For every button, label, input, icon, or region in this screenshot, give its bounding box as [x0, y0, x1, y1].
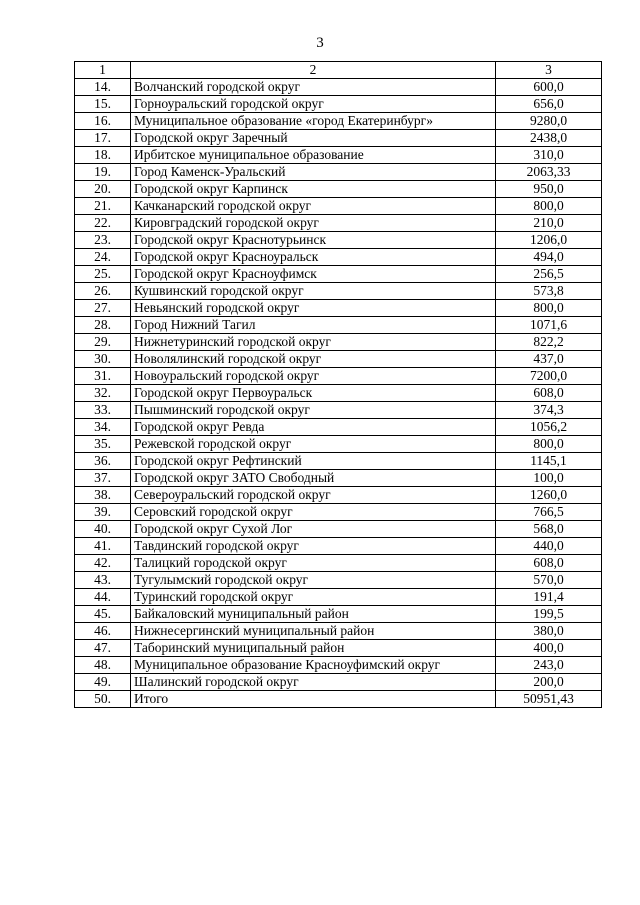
- table-row: [75, 351, 602, 368]
- municipality-name-cell: Городской округ Заречный: [131, 130, 496, 147]
- amount-cell: 437,0: [496, 351, 602, 368]
- header-col-3: 3: [496, 62, 602, 79]
- row-number-cell: 34.: [75, 419, 131, 436]
- table-row: [75, 640, 602, 657]
- header-col-2: 2: [131, 62, 496, 79]
- table-header-row: [75, 62, 602, 79]
- amount-cell: 800,0: [496, 300, 602, 317]
- table-row: [75, 487, 602, 504]
- municipality-name-cell: Пышминский городской округ: [131, 402, 496, 419]
- row-number-cell: 21.: [75, 198, 131, 215]
- amount-cell: 2438,0: [496, 130, 602, 147]
- amount-cell: 243,0: [496, 657, 602, 674]
- table-row: [75, 130, 602, 147]
- municipality-name-cell: Городской округ Ревда: [131, 419, 496, 436]
- municipality-name-cell: Городской округ ЗАТО Свободный: [131, 470, 496, 487]
- table-row: [75, 79, 602, 96]
- table-row: [75, 283, 602, 300]
- row-number-cell: 40.: [75, 521, 131, 538]
- amount-cell: 100,0: [496, 470, 602, 487]
- municipality-name-cell: Кировградский городской округ: [131, 215, 496, 232]
- amount-cell: 1056,2: [496, 419, 602, 436]
- row-number-cell: 48.: [75, 657, 131, 674]
- table-row: [75, 521, 602, 538]
- amount-cell: 2063,33: [496, 164, 602, 181]
- table-row: [75, 419, 602, 436]
- municipality-name-cell: Таборинский муниципальный район: [131, 640, 496, 657]
- row-number-cell: 49.: [75, 674, 131, 691]
- row-number-cell: 46.: [75, 623, 131, 640]
- municipality-name-cell: Североуральский городской округ: [131, 487, 496, 504]
- amount-cell: 656,0: [496, 96, 602, 113]
- amount-cell: 1206,0: [496, 232, 602, 249]
- municipality-name-cell: Волчанский городской округ: [131, 79, 496, 96]
- table-row: [75, 385, 602, 402]
- table-row: [75, 317, 602, 334]
- municipality-name-cell: Кушвинский городской округ: [131, 283, 496, 300]
- header-col-1: 1: [75, 62, 131, 79]
- municipality-name-cell: Городской округ Карпинск: [131, 181, 496, 198]
- municipality-name-cell: Тавдинский городской округ: [131, 538, 496, 555]
- amount-cell: 570,0: [496, 572, 602, 589]
- municipality-name-cell: Байкаловский муниципальный район: [131, 606, 496, 623]
- row-number-cell: 28.: [75, 317, 131, 334]
- municipality-name-cell: Талицкий городской округ: [131, 555, 496, 572]
- amount-cell: 400,0: [496, 640, 602, 657]
- page-number: 3: [316, 35, 324, 51]
- row-number-cell: 35.: [75, 436, 131, 453]
- row-number-cell: 37.: [75, 470, 131, 487]
- row-number-cell: 41.: [75, 538, 131, 555]
- table-row: [75, 657, 602, 674]
- table-row: [75, 300, 602, 317]
- municipality-name-cell: Город Каменск-Уральский: [131, 164, 496, 181]
- municipality-name-cell: Горноуральский городской округ: [131, 96, 496, 113]
- row-number-cell: 23.: [75, 232, 131, 249]
- municipality-name-cell: Итого: [131, 691, 496, 708]
- row-number-cell: 15.: [75, 96, 131, 113]
- table-row: [75, 96, 602, 113]
- amount-cell: 600,0: [496, 79, 602, 96]
- municipality-name-cell: Ирбитское муниципальное образование: [131, 147, 496, 164]
- municipality-name-cell: Муниципальное образование Красноуфимский округ: [131, 657, 496, 674]
- table-row: [75, 674, 602, 691]
- table-row: [75, 504, 602, 521]
- row-number-cell: 50.: [75, 691, 131, 708]
- amount-cell: 800,0: [496, 198, 602, 215]
- amount-cell: 256,5: [496, 266, 602, 283]
- row-number-cell: 14.: [75, 79, 131, 96]
- table-row: [75, 266, 602, 283]
- municipality-name-cell: Новоуральский городской округ: [131, 368, 496, 385]
- amount-cell: 568,0: [496, 521, 602, 538]
- row-number-cell: 27.: [75, 300, 131, 317]
- municipality-name-cell: Городской округ Сухой Лог: [131, 521, 496, 538]
- table-row: [75, 691, 602, 708]
- municipality-name-cell: Городской округ Красноуральск: [131, 249, 496, 266]
- amount-cell: 9280,0: [496, 113, 602, 130]
- municipality-name-cell: Режевской городской округ: [131, 436, 496, 453]
- amount-cell: 310,0: [496, 147, 602, 164]
- row-number-cell: 44.: [75, 589, 131, 606]
- municipality-name-cell: Туринский городской округ: [131, 589, 496, 606]
- row-number-cell: 33.: [75, 402, 131, 419]
- amount-cell: 494,0: [496, 249, 602, 266]
- row-number-cell: 47.: [75, 640, 131, 657]
- municipality-name-cell: Тугулымский городской округ: [131, 572, 496, 589]
- table-row: [75, 470, 602, 487]
- municipality-name-cell: Городской округ Рефтинский: [131, 453, 496, 470]
- allocation-table: [74, 61, 602, 708]
- amount-cell: 766,5: [496, 504, 602, 521]
- row-number-cell: 39.: [75, 504, 131, 521]
- amount-cell: 210,0: [496, 215, 602, 232]
- amount-cell: 1071,6: [496, 317, 602, 334]
- amount-cell: 950,0: [496, 181, 602, 198]
- municipality-name-cell: Шалинский городской округ: [131, 674, 496, 691]
- amount-cell: 1145,1: [496, 453, 602, 470]
- amount-cell: 608,0: [496, 555, 602, 572]
- municipality-name-cell: Муниципальное образование «город Екатеринбург»: [131, 113, 496, 130]
- row-number-cell: 25.: [75, 266, 131, 283]
- row-number-cell: 42.: [75, 555, 131, 572]
- municipality-name-cell: Невьянский городской округ: [131, 300, 496, 317]
- row-number-cell: 20.: [75, 181, 131, 198]
- row-number-cell: 45.: [75, 606, 131, 623]
- amount-cell: 374,3: [496, 402, 602, 419]
- table-row: [75, 606, 602, 623]
- table-row: [75, 572, 602, 589]
- municipality-name-cell: Новолялинский городской округ: [131, 351, 496, 368]
- municipality-name-cell: Серовский городской округ: [131, 504, 496, 521]
- row-number-cell: 26.: [75, 283, 131, 300]
- municipality-name-cell: Качканарский городской округ: [131, 198, 496, 215]
- amount-cell: 191,4: [496, 589, 602, 606]
- table-row: [75, 198, 602, 215]
- table-row: [75, 538, 602, 555]
- table-body: [75, 62, 602, 708]
- amount-cell: 573,8: [496, 283, 602, 300]
- table-row: [75, 436, 602, 453]
- amount-cell: 199,5: [496, 606, 602, 623]
- amount-cell: 200,0: [496, 674, 602, 691]
- table-row: [75, 232, 602, 249]
- amount-cell: 380,0: [496, 623, 602, 640]
- row-number-cell: 16.: [75, 113, 131, 130]
- row-number-cell: 29.: [75, 334, 131, 351]
- table-row: [75, 215, 602, 232]
- row-number-cell: 30.: [75, 351, 131, 368]
- row-number-cell: 22.: [75, 215, 131, 232]
- amount-cell: 440,0: [496, 538, 602, 555]
- table-row: [75, 623, 602, 640]
- row-number-cell: 24.: [75, 249, 131, 266]
- row-number-cell: 32.: [75, 385, 131, 402]
- table-row: [75, 453, 602, 470]
- amount-cell: 800,0: [496, 436, 602, 453]
- row-number-cell: 43.: [75, 572, 131, 589]
- municipality-name-cell: Город Нижний Тагил: [131, 317, 496, 334]
- table-row: [75, 147, 602, 164]
- row-number-cell: 36.: [75, 453, 131, 470]
- table-row: [75, 164, 602, 181]
- table-row: [75, 334, 602, 351]
- row-number-cell: 31.: [75, 368, 131, 385]
- table-row: [75, 555, 602, 572]
- table-row: [75, 402, 602, 419]
- amount-cell: 822,2: [496, 334, 602, 351]
- municipality-name-cell: Городской округ Красноуфимск: [131, 266, 496, 283]
- amount-cell: 50951,43: [496, 691, 602, 708]
- table-row: [75, 113, 602, 130]
- row-number-cell: 38.: [75, 487, 131, 504]
- municipality-name-cell: Городской округ Первоуральск: [131, 385, 496, 402]
- row-number-cell: 19.: [75, 164, 131, 181]
- municipality-name-cell: Нижнесергинский муниципальный район: [131, 623, 496, 640]
- table-row: [75, 181, 602, 198]
- table-row: [75, 589, 602, 606]
- row-number-cell: 18.: [75, 147, 131, 164]
- table-row: [75, 368, 602, 385]
- amount-cell: 7200,0: [496, 368, 602, 385]
- municipality-name-cell: Городской округ Краснотурьинск: [131, 232, 496, 249]
- amount-cell: 1260,0: [496, 487, 602, 504]
- row-number-cell: 17.: [75, 130, 131, 147]
- municipality-name-cell: Нижнетуринский городской округ: [131, 334, 496, 351]
- amount-cell: 608,0: [496, 385, 602, 402]
- table-row: [75, 249, 602, 266]
